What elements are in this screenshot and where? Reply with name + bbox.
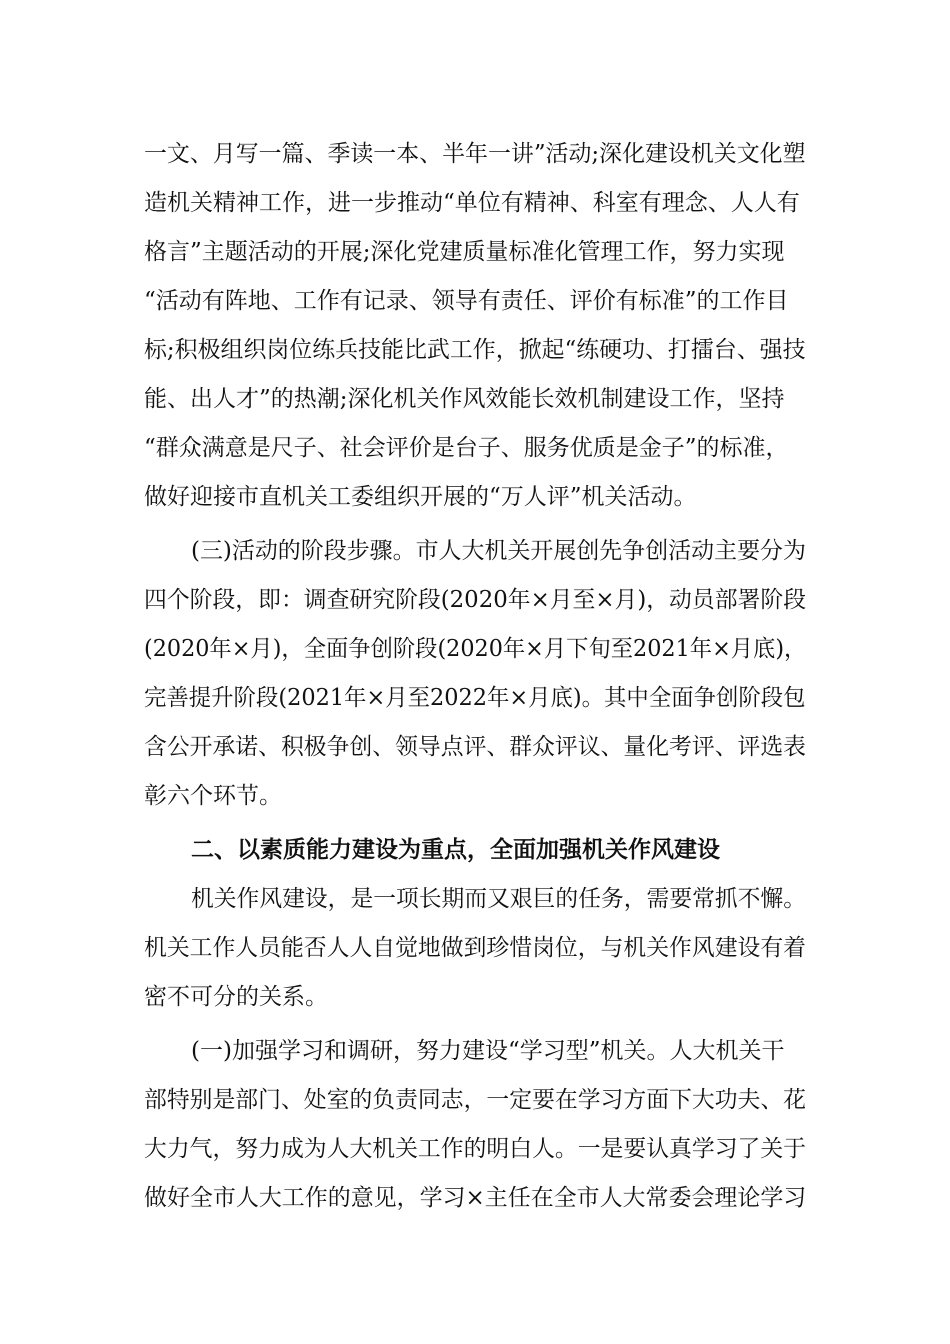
text-line: (三)活动的阶段步骤。市人大机关开展创先争创活动主要分为 [191, 538, 806, 564]
text-line: 做好迎接市直机关工委组织开展的“万人评”机关活动。 [144, 484, 697, 510]
text-line: 机关工作人员能否人人自觉地做到珍惜岗位，与机关作风建设有着 [144, 935, 806, 961]
text-line: 部特别是部门、处室的负责同志，一定要在学习方面下大功夫、花 [144, 1087, 806, 1113]
text-line: 含公开承诺、积极争创、领导点评、群众评议、量化考评、评选表 [144, 734, 806, 760]
text-line: 格言”主题活动的开展;深化党建质量标准化管理工作，努力实现 [144, 239, 785, 265]
text-line: (一)加强学习和调研，努力建设“学习型”机关。人大机关干 [191, 1038, 785, 1064]
text-line: 标;积极组织岗位练兵技能比武工作，掀起“练硬功、打擂台、强技 [144, 337, 806, 363]
text-line: “群众满意是尺子、社会评价是台子、服务优质是金子”的标准， [144, 435, 789, 461]
text-line: 完善提升阶段(2021年×月至2022年×月底)。其中全面争创阶段包 [144, 685, 806, 711]
section-heading: 二、以素质能力建设为重点，全面加强机关作风建设 [191, 837, 720, 863]
text-line: 密不可分的关系。 [144, 984, 328, 1010]
text-line: 彰六个环节。 [144, 783, 282, 809]
text-line: “活动有阵地、工作有记录、领导有责任、评价有标准”的工作目 [144, 288, 789, 314]
text-line: 做好全市人大工作的意见，学习×主任在全市人大常委会理论学习 [144, 1185, 807, 1211]
text-line: 一文、月写一篇、季读一本、半年一讲”活动;深化建设机关文化塑 [144, 141, 806, 167]
text-line: 造机关精神工作，进一步推动“单位有精神、科室有理念、人人有 [144, 190, 800, 216]
text-line: (2020年×月)，全面争创阶段(2020年×月下旬至2021年×月底)， [144, 636, 807, 662]
text-line: 四个阶段，即：调查研究阶段(2020年×月至×月)，动员部署阶段 [144, 587, 807, 613]
text-line: 大力气，努力成为人大机关工作的明白人。一是要认真学习了关于 [144, 1136, 806, 1162]
text-line: 能、出人才”的热潮;深化机关作风效能长效机制建设工作，坚持 [144, 386, 785, 412]
text-line: 机关作风建设，是一项长期而又艰巨的任务，需要常抓不懈。 [191, 886, 806, 912]
